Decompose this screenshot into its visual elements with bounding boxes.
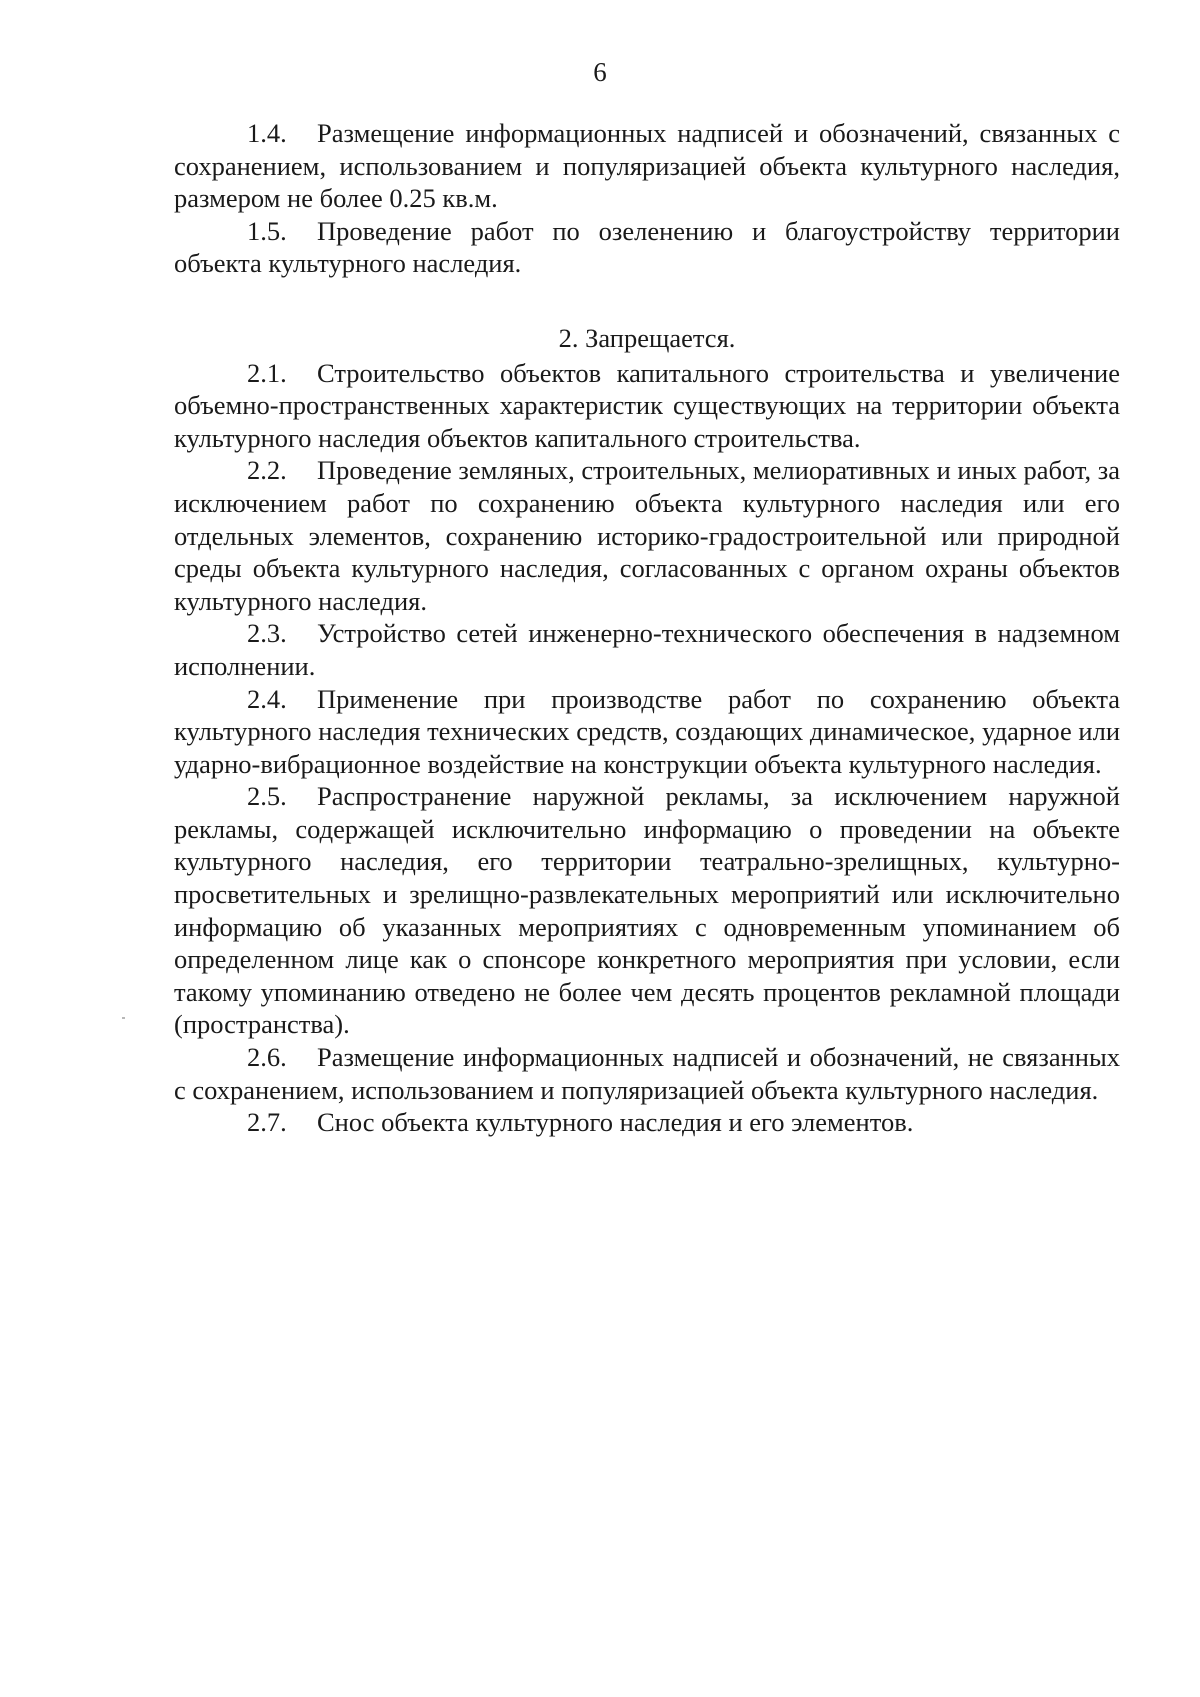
clause-2-5 <box>174 780 1120 1041</box>
clause-text: Применение при производстве работ по сохранению объекта культурного наследия технических средств, создающих динамическое, ударное или ударно-вибрационное воздействие на конструкции объекта культурного наследия. <box>174 683 1120 779</box>
clause-number: 1.4. <box>247 118 287 148</box>
clause-2-2 <box>174 454 1120 617</box>
clause-2-1 <box>174 357 1120 455</box>
clause-number: 2.2. <box>247 455 287 486</box>
clause-number: 1.5. <box>247 215 287 246</box>
clause-number: 2.7. <box>247 1107 287 1138</box>
clause-text: Размещение информационных надписей и обозначений, связанных с сохранением, использованием и популяризацией объекта культурного наследия, размером не более 0.25 кв.м. <box>174 118 1120 214</box>
scan-artifact <box>122 1017 125 1019</box>
clause-number: 2.5. <box>247 781 287 812</box>
clause-text: Проведение земляных, строительных, мелиоративных и иных работ, за исключением работ по сохранению объекта культурного наследия или его отдельных элементов, сохранению историко-градостроительной или природной среды объекта культурного наследия, согласованных с органом охраны объектов культурного наследия. <box>174 455 1120 616</box>
clause-2-4 <box>174 683 1120 781</box>
clause-text: Размещение информационных надписей и обозначений, не связанных с сохранением, использованием и популяризацией объекта культурного наследия. <box>174 1042 1120 1105</box>
clause-number: 2.1. <box>247 357 287 388</box>
page-number: 6 <box>593 57 607 87</box>
clause-1-4 <box>174 117 1120 215</box>
clause-number: 2.4. <box>247 683 287 714</box>
clause-text: Проведение работ по озеленению и благоустройству территории объекта культурного наследия. <box>174 215 1120 279</box>
clause-number: 2.6. <box>247 1042 287 1073</box>
clause-1-5 <box>174 215 1120 280</box>
clause-2-6 <box>174 1041 1120 1106</box>
section-heading-prohibited: 2. Запрещается. <box>558 322 736 353</box>
clause-text: Строительство объектов капитального строительства и увеличение объемно-пространственных характеристик существующих на территории объекта культурного наследия объектов капитального строительства. <box>174 357 1120 453</box>
document-body <box>174 117 1120 1139</box>
clause-2-7 <box>174 1106 1120 1139</box>
clause-2-3 <box>174 617 1120 682</box>
clause-text: Распространение наружной рекламы, за исключением наружной рекламы, содержащей исключительно информацию о проведении на объекте культурного наследия, его территории театрально-зрелищных, культурно-просветительных и зрелищно-развлекательных мероприятий или исключительно информацию об указанных мероприятиях с одновременным упоминанием об определенном лице как о спонсоре конкретного мероприятия при условии, если такому упоминанию отведено не более чем десять процентов рекламной площади (пространства). <box>174 781 1120 1040</box>
clause-text: Устройство сетей инженерно-технического обеспечения в надземном исполнении. <box>174 618 1120 681</box>
clause-text: Снос объекта культурного наследия и его элементов. <box>317 1107 914 1138</box>
clause-number: 2.3. <box>247 618 287 649</box>
